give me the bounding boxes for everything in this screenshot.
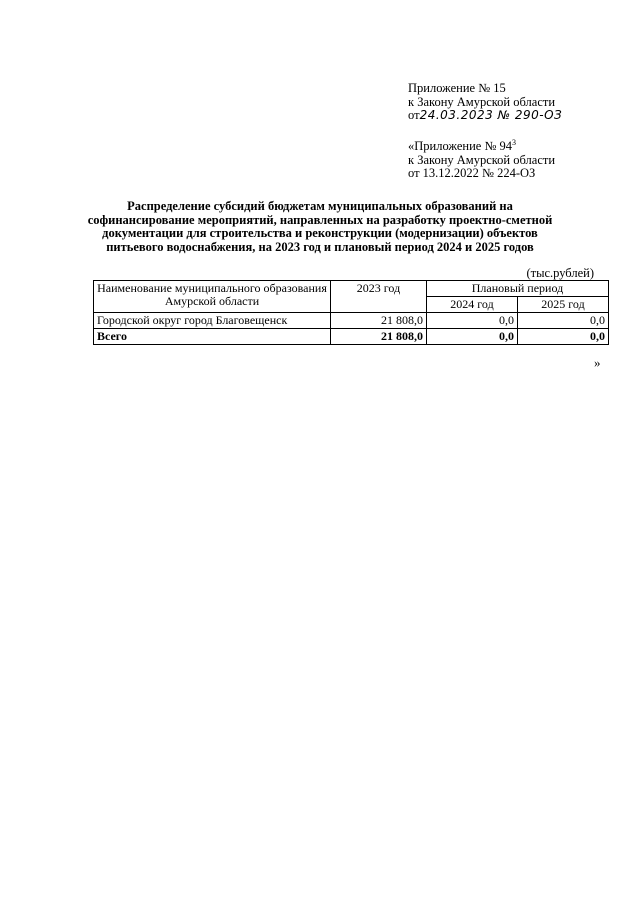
- appendix-number: Приложение № 15: [408, 81, 506, 95]
- appendix-header: [408, 82, 562, 123]
- row-2023: 21 808,0: [331, 313, 427, 329]
- previous-appendix-superscript: 3: [512, 138, 517, 147]
- appendix-date-prefix: от: [408, 108, 420, 122]
- row-2024: 0,0: [427, 313, 518, 329]
- previous-appendix-number: «Приложение № $94^3$: [408, 138, 517, 154]
- appendix-date-handwritten: 24.03.2023 № 290-ОЗ: [419, 108, 563, 122]
- header-2025: 2025 год: [518, 297, 609, 313]
- table-total-row: [94, 329, 609, 345]
- units-label: (тыс.рублей): [526, 266, 594, 280]
- document-title: Распределение субсидий бюджетам муниципальных образований на софинансирование мероприятий, направленных на разработку проектно-сметной документации для строительства и реконструкции (модернизации) объектов питьевого водоснабжения, на 2023 год и плановый период 2024 и 2025 годов: [87, 199, 553, 254]
- subsidy-table: [93, 280, 609, 345]
- table-header-row: [94, 281, 609, 297]
- row-2025: 0,0: [518, 313, 609, 329]
- appendix-law: к Закону Амурской области: [408, 94, 556, 109]
- appendix-date: [408, 109, 562, 123]
- total-2024: 0,0: [427, 329, 518, 345]
- total-name: Всего: [94, 329, 331, 345]
- row-name: Городской округ город Благовещенск: [94, 313, 331, 329]
- total-2023: 21 808,0: [331, 329, 427, 345]
- previous-appendix-law: к Закону Амурской области: [408, 152, 556, 167]
- header-plan-period: Плановый период: [427, 281, 609, 297]
- header-name: Наименование муниципального образования Амурской области: [94, 281, 331, 313]
- header-2024: 2024 год: [427, 297, 518, 313]
- previous-appendix-date: от 13.12.2022 № 224-ОЗ: [408, 166, 536, 181]
- table-row: [94, 313, 609, 329]
- closing-quote: »: [594, 355, 601, 370]
- total-2025: 0,0: [518, 329, 609, 345]
- previous-appendix-header: [408, 136, 555, 181]
- header-2023: 2023 год: [331, 281, 427, 313]
